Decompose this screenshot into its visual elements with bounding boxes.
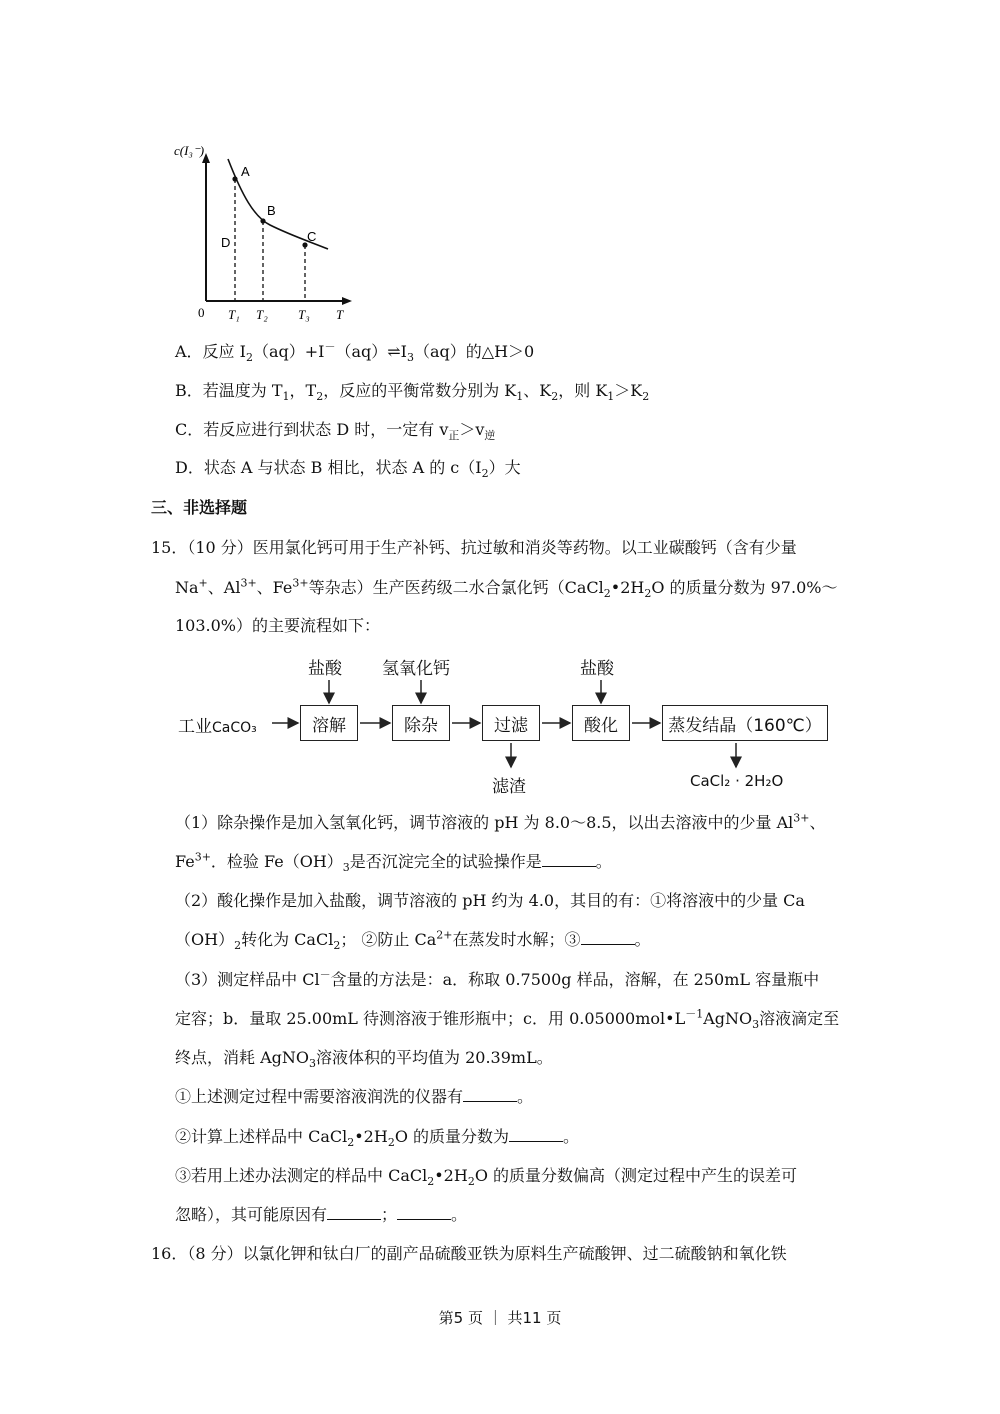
q16-line1: 16．（8 分）以氯化钾和钛白厂的副产品硫酸亚铁为原料生产硫酸钾、过二硫酸钠和氧化铁 <box>151 1244 787 1263</box>
option-b-text: B．若温度为 T <box>175 381 283 400</box>
option-a-mid: （aq）+I <box>252 342 325 361</box>
flow-box-evaporate: 蒸发结晶（160℃） <box>662 705 828 741</box>
q15-p3-text: 含量的方法是：a．称取 0.7500g 样品，溶解，在 250mL 容量瓶中 <box>330 970 820 989</box>
q15-p2-end: 在蒸发时水解；③ <box>452 930 581 949</box>
flow-start-chem: CaCO₃ <box>212 720 257 736</box>
q15-p3-line1: （3）测定样品中 Cl－含量的方法是：a．称取 0.7500g 样品，溶解，在 250mL 容量瓶中 <box>175 968 820 989</box>
flow-arrows <box>170 650 850 800</box>
q15-p2-ca: ； ②防止 Ca <box>340 930 437 949</box>
q15-p3-vol: 溶液体积的平均值为 20.39mL。 <box>316 1048 553 1067</box>
flow-start-text: 工业 <box>178 717 212 737</box>
q15-p3-agno: AgNO <box>703 1009 753 1028</box>
point-b <box>260 218 265 223</box>
option-c-sub1: 正 <box>448 429 460 443</box>
q15-s3-reason: 忽略），其可能原因有 <box>175 1205 328 1224</box>
q15-p1-fe: Fe <box>175 852 195 871</box>
q15-p1-check: ．检验 Fe（OH） <box>210 852 343 871</box>
point-a-label: A <box>241 164 250 179</box>
x-tick-t1: T₁ <box>228 307 240 322</box>
x-axis-arrow <box>342 297 352 305</box>
option-d: D．状态 A 与状态 B 相比，状态 A 的 $c(I_2)$大 <box>175 458 521 481</box>
q15-s1-text: ①上述测定过程中需要溶液润洗的仪器有 <box>175 1087 464 1106</box>
q15-line1: 15．（10 分）医用氯化钙可用于生产补钙、抗过敏和消炎等药物。以工业碳酸钙（含有少量 <box>151 538 797 557</box>
process-flow-diagram <box>170 650 850 800</box>
q15-s3-line1: ③若用上述办法测定的样品中 $CaCl_2•2H_2O$ 的质量分数偏高（测定过程中产生的误差可 <box>175 1166 798 1189</box>
origin-label: 0 <box>198 305 205 320</box>
point-d-label: D <box>221 235 231 250</box>
blank-4[interactable] <box>509 1127 563 1142</box>
option-a-mid2: （aq）⇌I <box>335 342 407 361</box>
flow-input-hcl-2: 盐酸 <box>580 659 614 679</box>
q15-s3-h: •2H <box>434 1166 468 1185</box>
q15-p3-conc: 定容；b．量取 25.00mL 待测溶液于锥形瓶中；c．用 0.05000mol•L <box>175 1009 686 1028</box>
q15-s3-end: O 的质量分数偏高（测定过程中产生的误差可 <box>474 1166 798 1185</box>
page-footer: 第5 页 ｜ 共11 页 <box>438 1309 562 1327</box>
option-b-mid3: 、K <box>523 381 552 400</box>
q15-p2-line2: $(OH)_2$转化为 CaCl$_2$； ②防止 $Ca^{2+}$在蒸发时水解；③ 。 <box>175 928 651 953</box>
option-a: A．反应 $I_2(aq)+I^-(aq)\rightleftharpoons I_3(aq)$的△H＞0 <box>175 340 535 365</box>
flow-output-product: CaCl₂ · 2H₂O <box>690 772 784 790</box>
option-a-text: A．反应 I <box>175 342 246 361</box>
q15-p1-text: （1）除杂操作是加入氢氧化钙，调节溶液的 pH 为 8.0～8.5，以出去溶液中的少量 Al <box>175 813 794 832</box>
y-axis-label: c(I₃⁻) <box>174 143 205 158</box>
q15-line2: Na+、$Al^{3+}$、$Fe^{3+}$等杂志）生产医药级二水合氯化钙（$CaCl_2•2H_2O$ 的质量分数为 97.0%～ <box>175 576 838 601</box>
q15-s2-text: ②计算上述样品中 CaCl <box>175 1127 348 1146</box>
q15-p2-cacl: 转化为 CaCl <box>241 930 334 949</box>
blank-3[interactable] <box>463 1087 517 1102</box>
q15-s2: ②计算上述样品中 $CaCl_2•2H_2O$ 的质量分数为 。 <box>175 1127 580 1150</box>
x-tick-t3: T₃ <box>298 307 310 322</box>
option-a-end: （aq）的△H＞0 <box>414 342 535 361</box>
q15-p1-end: 是否沉淀完全的试验操作是 <box>349 852 542 871</box>
flow-box-filter: 过滤 <box>482 705 540 741</box>
q15-fe: 、Fe <box>256 578 293 597</box>
q15-s2-end: O 的质量分数为 <box>394 1127 510 1146</box>
point-b-label: B <box>267 203 276 218</box>
blank-6[interactable] <box>397 1205 451 1220</box>
q15-cacl: 等杂志）生产医药级二水合氯化钙（CaCl <box>308 578 604 597</box>
option-b: B．若温度为 $T_1$，$T_2$，反应的平衡常数分别为 $K_1$、$K_2$，则 $K_1>K_2$ <box>175 381 650 404</box>
flow-box-dissolve: 溶解 <box>300 705 358 741</box>
q15-p2-oh: （OH） <box>175 930 235 949</box>
blank-5[interactable] <box>327 1205 381 1220</box>
q15-al: 、Al <box>207 578 241 597</box>
option-c-text: C．若反应进行到状态 D 时，一定有 v <box>175 420 449 439</box>
concentration-temperature-chart <box>170 135 360 330</box>
option-d-end: ）大 <box>488 458 521 477</box>
q15-p1-line2: $Fe^{3+}$．检验 $Fe(OH)_3$是否沉淀完全的试验操作是 。 <box>175 850 612 875</box>
option-b-mid: ，T <box>289 381 317 400</box>
blank-1[interactable] <box>542 852 596 867</box>
q15-mass: O 的质量分数为 97.0%～ <box>651 578 838 597</box>
q15-p3-end: 终点，消耗 AgNO <box>175 1048 310 1067</box>
q15-2h: •2H <box>610 578 645 597</box>
q15-p3-titrate: 溶液滴定至 <box>759 1009 840 1028</box>
option-b-mid5: ＞K <box>614 381 643 400</box>
flow-input-caoh2: 氢氧化钙 <box>382 659 450 679</box>
q15-s3-line2: 忽略），其可能原因有 ； 。 <box>175 1205 468 1224</box>
q15-p1-line1: （1）除杂操作是加入氢氧化钙，调节溶液的 pH 为 8.0～8.5，以出去溶液中的少量 $Al^{3+}$、 <box>175 811 826 832</box>
flow-box-remove-impurity: 除杂 <box>392 705 450 741</box>
q15-na: Na <box>175 578 199 597</box>
x-axis-label: T <box>336 307 344 322</box>
option-c <box>175 419 495 441</box>
q15-p3-cl: （3）测定样品中 Cl <box>175 970 320 989</box>
flow-input-hcl-1: 盐酸 <box>308 659 342 679</box>
q15-s1: ①上述测定过程中需要溶液润洗的仪器有 。 <box>175 1087 534 1106</box>
point-a <box>232 176 237 181</box>
q15-line3: 103.0%）的主要流程如下： <box>175 616 381 635</box>
q15-p3-line2: 定容；b．量取 25.00mL 待测溶液于锥形瓶中；c．用 $0.05000mol•L^{-1}AgNO_3$溶液滴定至 <box>175 1007 840 1032</box>
option-d-text: D．状态 A 与状态 B 相比，状态 A 的 c（I <box>175 458 482 477</box>
section-title: 三、非选择题 <box>151 498 248 517</box>
flow-box-acidify: 酸化 <box>572 705 630 741</box>
q15-p3-line3: 终点，消耗 AgNO$_3$溶液体积的平均值为 20.39mL。 <box>175 1048 553 1071</box>
option-c-mid: ＞v <box>459 420 485 439</box>
q15-s3-text: ③若用上述办法测定的样品中 CaCl <box>175 1166 428 1185</box>
q15-s2-h: •2H <box>354 1127 388 1146</box>
point-c-label: C <box>307 229 317 244</box>
flow-output-residue: 滤渣 <box>492 777 526 797</box>
option-b-mid4: ，则 K <box>558 381 608 400</box>
blank-2[interactable] <box>581 930 635 945</box>
option-c-sub2: 逆 <box>484 429 496 443</box>
q15-p2-line1: （2）酸化操作是加入盐酸，调节溶液的 pH 约为 4.0，其目的有：①将溶液中的少量 Ca <box>175 891 805 910</box>
x-tick-t2: T₂ <box>256 307 268 322</box>
option-b-mid2: ，反应的平衡常数分别为 K <box>323 381 517 400</box>
